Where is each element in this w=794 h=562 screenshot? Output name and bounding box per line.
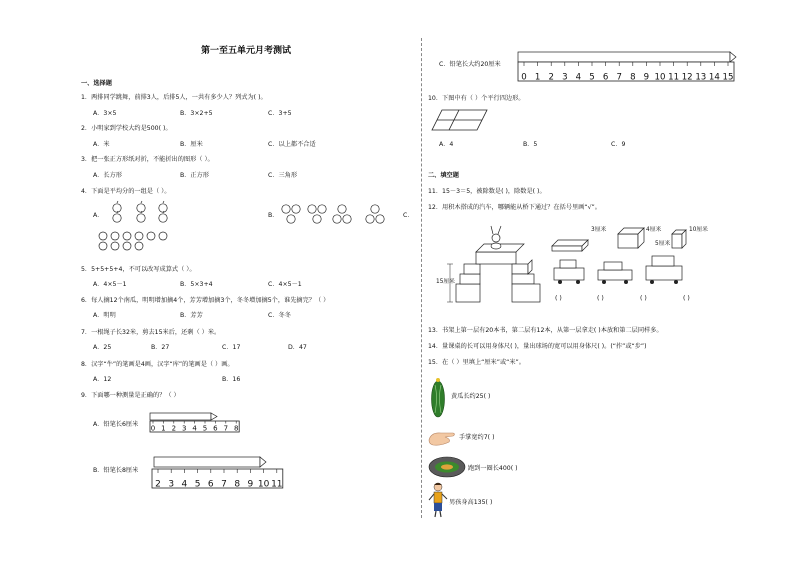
ruler-tick-label: 8 [233,424,239,433]
q3-option-b: B．正方形 [180,172,209,179]
q9-option-b: B．铅笔长8厘米 [93,467,139,474]
running-track-icon [428,456,466,478]
q6-option-a: A．明明 [93,312,116,319]
q11-stem: 11．15－3＝5，被除数是( )，除数是( )。 [428,188,546,195]
q1-option-a: A．3×5 [93,110,117,117]
q1-option-c: C．3+5 [268,110,292,117]
q15-item-track: 跑到一圈长400( ) [468,465,518,472]
ruler-tick-label: 13 [695,72,707,83]
ruler-tick-label: 1 [161,424,166,433]
q12-bridge-figure [436,222,546,304]
ruler-tick-label: 6 [213,424,218,433]
q2-option-c: C．以上都不合适 [268,141,316,148]
q5-option-b: B．5×3+4 [180,281,213,288]
q10-option-a: A．4 [439,141,454,148]
ruler-tick-label: 8 [234,479,241,490]
q7-option-a: A．25 [93,344,112,351]
q6-stem: 6．每人摘12个南瓜，明明增加摘4个，芳芳增加摘3个，冬冬增加摘5个，谁先摘完？（ ） [81,297,330,304]
ruler-tick-label: 2 [548,72,554,83]
section-choice: 一、选择题 [81,80,112,87]
ruler-tick-label: 8 [630,72,636,83]
q4-option-b: B． [268,212,279,219]
q2-option-a: A．米 [93,141,110,148]
q7-stem: 7．一根绳子长32米，剪去15米后，还剩（ ）米。 [81,329,221,336]
column-divider [421,38,422,518]
ruler-tick-label: 11 [668,72,680,83]
ruler-tick-label: 5 [194,479,201,490]
q10-parallelogram-figure [432,109,488,131]
ruler-tick-label: 1 [534,72,541,83]
boy-icon [428,482,448,518]
q1-stem: 1．两排同学跳舞，前排3人，后排5人，一共有多少人？列式为( )。 [81,94,267,101]
q12-car-height-2: 4厘米 [646,227,662,233]
ruler-tick-label: 0 [150,424,156,433]
q6-option-b: B．芳芳 [180,312,203,319]
ruler-tick-label: 12 [681,72,693,83]
q3-stem: 3．把一张正方形纸对折，不能折出的图形（ ）。 [81,156,214,163]
ruler-tick-label: 3 [181,424,187,433]
q12-car-height-1: 3厘米 [591,227,607,233]
ruler-tick-label: 2 [171,424,177,433]
ruler-tick-label: 5 [589,72,595,83]
ruler-tick-label: 5 [202,424,208,433]
q7-option-c: C．17 [222,344,241,351]
q14-stem: 14．量课桌的长可以用身体尺( )，量出球场的宽可以用身体尺( )。(“拃”或“步”) [428,343,647,350]
q10-option-b: B．5 [523,141,538,148]
q9-ruler-b [148,452,293,490]
q4-apples-option-b [280,201,390,231]
ruler-tick-label: 9 [247,479,254,490]
q5-option-c: C．4×5－1 [268,281,302,288]
q3-option-a: A．长方形 [93,172,122,179]
ruler-tick-label: 10 [654,72,666,83]
ruler-tick-label: 9 [643,72,650,83]
ruler-tick-label: 3 [168,479,175,490]
ruler-tick-label: 0 [521,72,527,83]
ruler-tick-label: 4 [575,72,582,83]
ruler-tick-label: 7 [221,479,227,490]
ruler-tick-label: 14 [708,72,720,83]
ruler-tick-label: 15 [722,72,734,83]
ruler-tick-label: 10 [257,479,270,490]
q6-option-c: C．冬冬 [268,312,291,319]
q13-stem: 13．书架上第一层有20本书，第二层有12本，从第一层拿走( )本放和第二层同样多。 [428,327,663,334]
ruler-tick-label: 3 [562,72,568,83]
ruler-tick-label: 6 [207,479,214,490]
ruler-tick-label: 6 [602,72,609,83]
ruler-tick-label: 2 [155,479,161,490]
page-title: 第一至五单元月考测试 [201,46,292,56]
q15-item-cucumber: 黄瓜长约25( ) [451,393,491,400]
q10-option-c: C．9 [611,141,626,148]
ruler-tick-label: 7 [616,72,622,83]
q4-option-c: C． [403,212,414,219]
q9-option-c: C．铅笔长大约20厘米 [439,61,501,68]
cucumber-icon [430,377,446,419]
q12-car-height-4: 10厘米 [689,227,708,233]
q9-stem: 9．下面哪一种测量是正确的？（ ） [81,392,180,399]
q3-option-c: C．三角形 [268,172,298,179]
ruler-tick-label: 11 [271,479,283,490]
q5-option-a: A．4×5－1 [93,281,127,288]
hand-icon [427,428,457,448]
q12-blank-3[interactable]: ( ) [640,295,647,302]
q8-option-b: B．16 [222,376,241,383]
q8-stem: 8．汉字“牛”的笔画是4画，汉字“库”的笔画是（ ）画。 [81,361,234,368]
q7-option-b: B．27 [151,344,170,351]
q12-blank-1[interactable]: ( ) [555,295,562,302]
q12-stem: 12．用积木搭成的汽车，哪辆能从桥下通过？在括号里画“√”。 [428,204,601,211]
q15-item-palm: 手掌宽约7( ) [459,434,495,441]
q7-option-d: D．47 [288,344,307,351]
q12-blank-2[interactable]: ( ) [597,295,604,302]
q4-stem: 4．下面是平均分的一组是（ ）。 [81,188,171,195]
q5-stem: 5．5+5+5+4，不可以改写成算式（ ）。 [81,266,196,273]
q12-car-height-3: 5厘米 [655,241,671,247]
q15-stem: 15．在（ ）里填上“厘米”或“米”。 [428,359,525,366]
q9-ruler-c [514,50,739,82]
q15-item-boy: 男孩身高135( ) [449,499,493,506]
ruler-tick-label: 4 [192,424,197,433]
ruler-tick-label: 4 [181,479,188,490]
q8-option-a: A．12 [93,376,112,383]
q4-option-a: A． [93,212,104,219]
q12-blank-4[interactable]: ( ) [683,295,690,302]
q4-apples-option-a [103,198,183,250]
q10-stem: 10．下图中有（ ）个平行四边形。 [428,95,525,102]
section-fill: 二、填空题 [428,172,459,179]
q9-option-a: A．铅笔长6厘米 [93,421,139,428]
q12-bridge-height: 15厘米 [436,279,455,285]
q2-stem: 2．小明家到学校大约是500( )。 [81,125,172,132]
q1-option-b: B．3×2+5 [180,110,213,117]
q2-option-b: B．厘米 [180,141,203,148]
ruler-tick-label: 7 [223,424,229,433]
q12-car-figures [548,222,698,294]
q9-ruler-a [145,410,250,438]
